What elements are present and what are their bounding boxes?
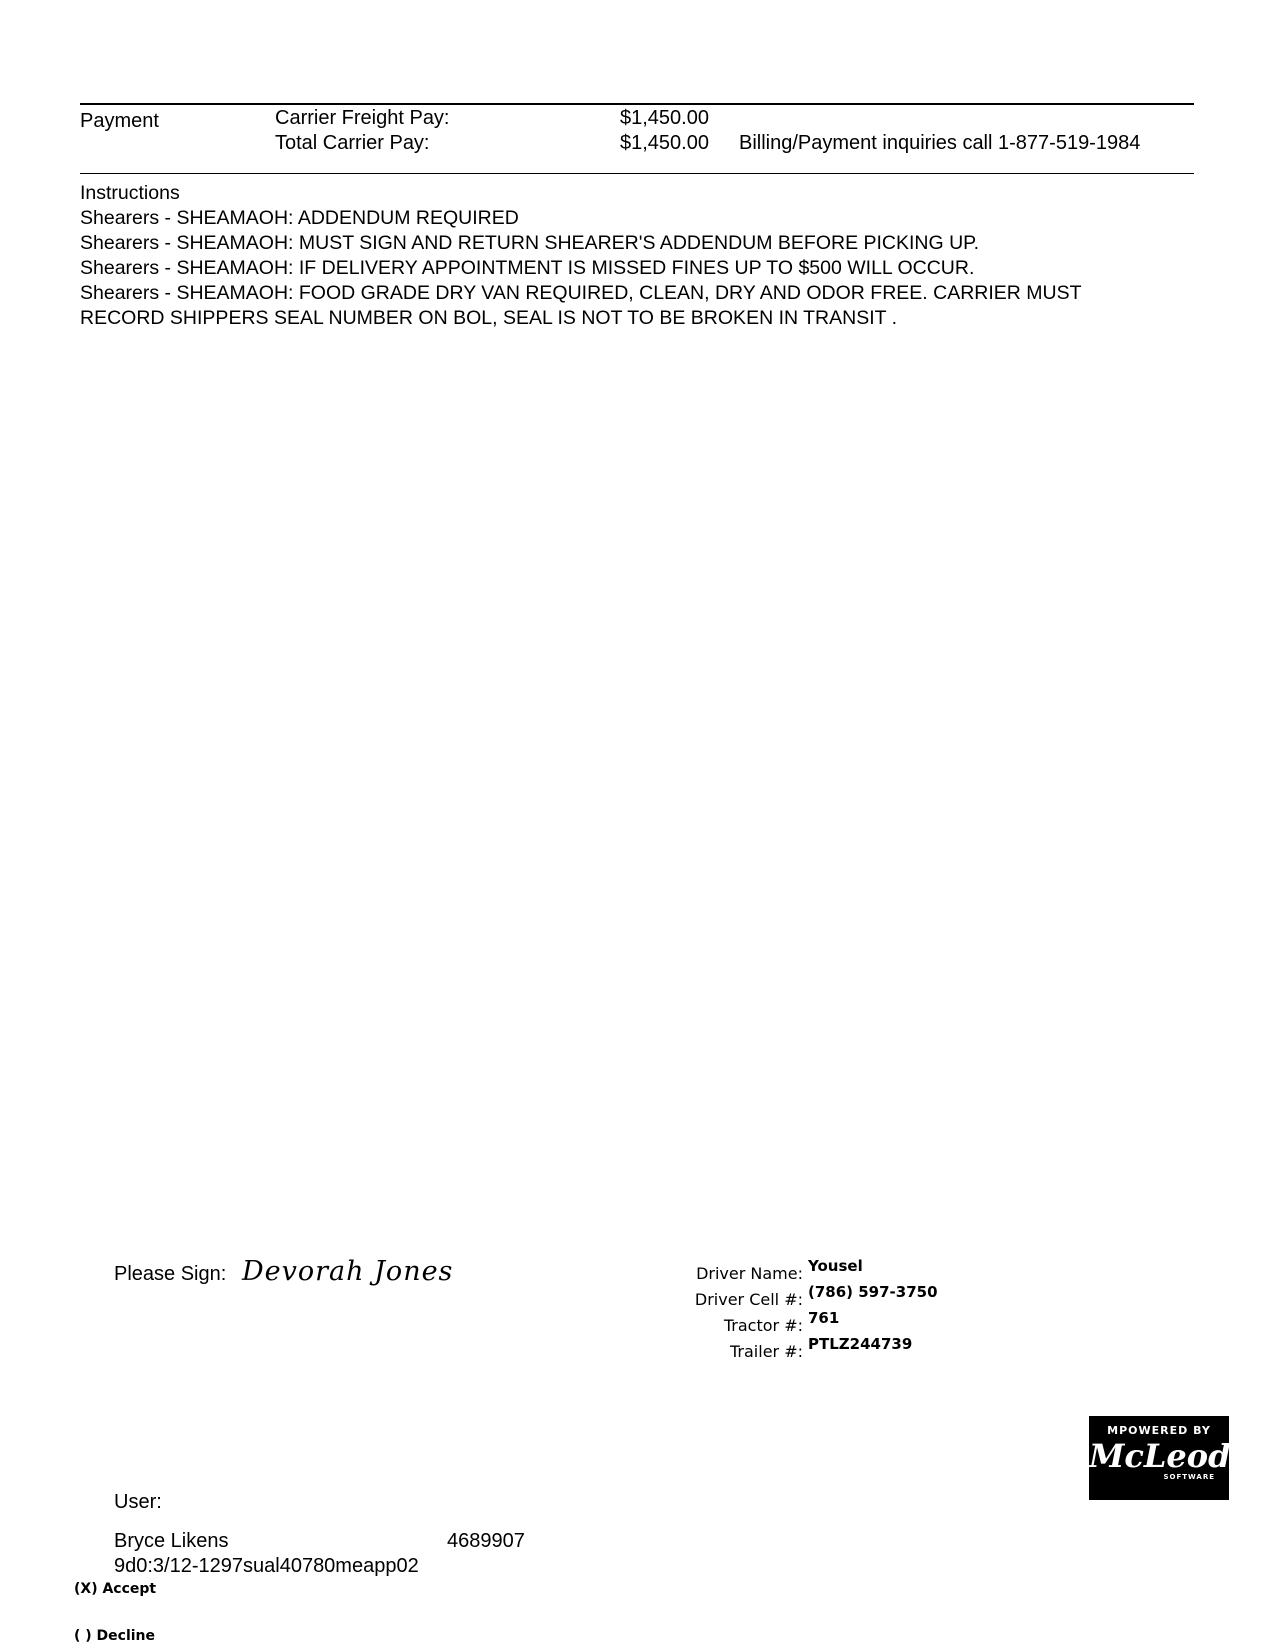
instruction-line: RECORD SHIPPERS SEAL NUMBER ON BOL, SEAL IS NOT TO BE BROKEN IN TRANSIT . (80, 307, 898, 329)
trailer-value: PTLZ244739 (808, 1335, 913, 1353)
freight-pay-value: $1,450.00 (620, 107, 709, 129)
instruction-line: Shearers - SHEAMAOH: IF DELIVERY APPOINTMENT IS MISSED FINES UP TO $500 WILL OCCUR. (80, 257, 975, 279)
top-divider (80, 103, 1194, 105)
user-name: Bryce Likens (114, 1530, 229, 1552)
logo-brand: McLeod (1089, 1437, 1231, 1475)
instruction-line: Shearers - SHEAMAOH: ADDENDUM REQUIRED (80, 207, 519, 229)
signature: Devorah Jones (242, 1256, 454, 1287)
payment-section-label: Payment (80, 110, 159, 132)
instructions-block (80, 181, 1200, 331)
user-label: User: (114, 1491, 162, 1513)
trailer-label: Trailer #: (730, 1342, 803, 1361)
logo-sub: SOFTWARE (1163, 1473, 1215, 1481)
driver-cell-value: (786) 597-3750 (808, 1283, 938, 1301)
total-pay-label: Total Carrier Pay: (275, 132, 430, 154)
driver-name-label: Driver Name: (696, 1264, 803, 1283)
driver-name-value: Yousel (808, 1257, 863, 1275)
instruction-line: Shearers - SHEAMAOH: MUST SIGN AND RETURN SHEARER'S ADDENDUM BEFORE PICKING UP. (80, 232, 980, 254)
user-id: 4689907 (447, 1530, 525, 1552)
driver-cell-label: Driver Cell #: (694, 1290, 803, 1309)
tractor-label: Tractor #: (723, 1316, 803, 1335)
signature-label: Please Sign: (114, 1263, 227, 1285)
freight-pay-label: Carrier Freight Pay: (275, 107, 450, 129)
decline-option[interactable]: ( ) Decline (74, 1628, 156, 1644)
instructions-heading: Instructions (80, 182, 180, 204)
total-pay-value: $1,450.00 (620, 132, 709, 154)
logo-tagline: MPOWERED BY (1107, 1424, 1211, 1437)
mcleod-logo (1089, 1416, 1229, 1500)
billing-inquiries-text: Billing/Payment inquiries call 1-877-519-1984 (739, 132, 1141, 154)
accept-option[interactable]: (X) Accept (74, 1581, 157, 1597)
payment-divider (80, 173, 1194, 174)
tractor-value: 761 (808, 1309, 840, 1327)
instruction-line: Shearers - SHEAMAOH: FOOD GRADE DRY VAN REQUIRED, CLEAN, DRY AND ODOR FREE. CARRIER MUST (80, 282, 1082, 304)
system-line: 9d0:3/12-1297sual40780meapp02 (114, 1555, 419, 1577)
